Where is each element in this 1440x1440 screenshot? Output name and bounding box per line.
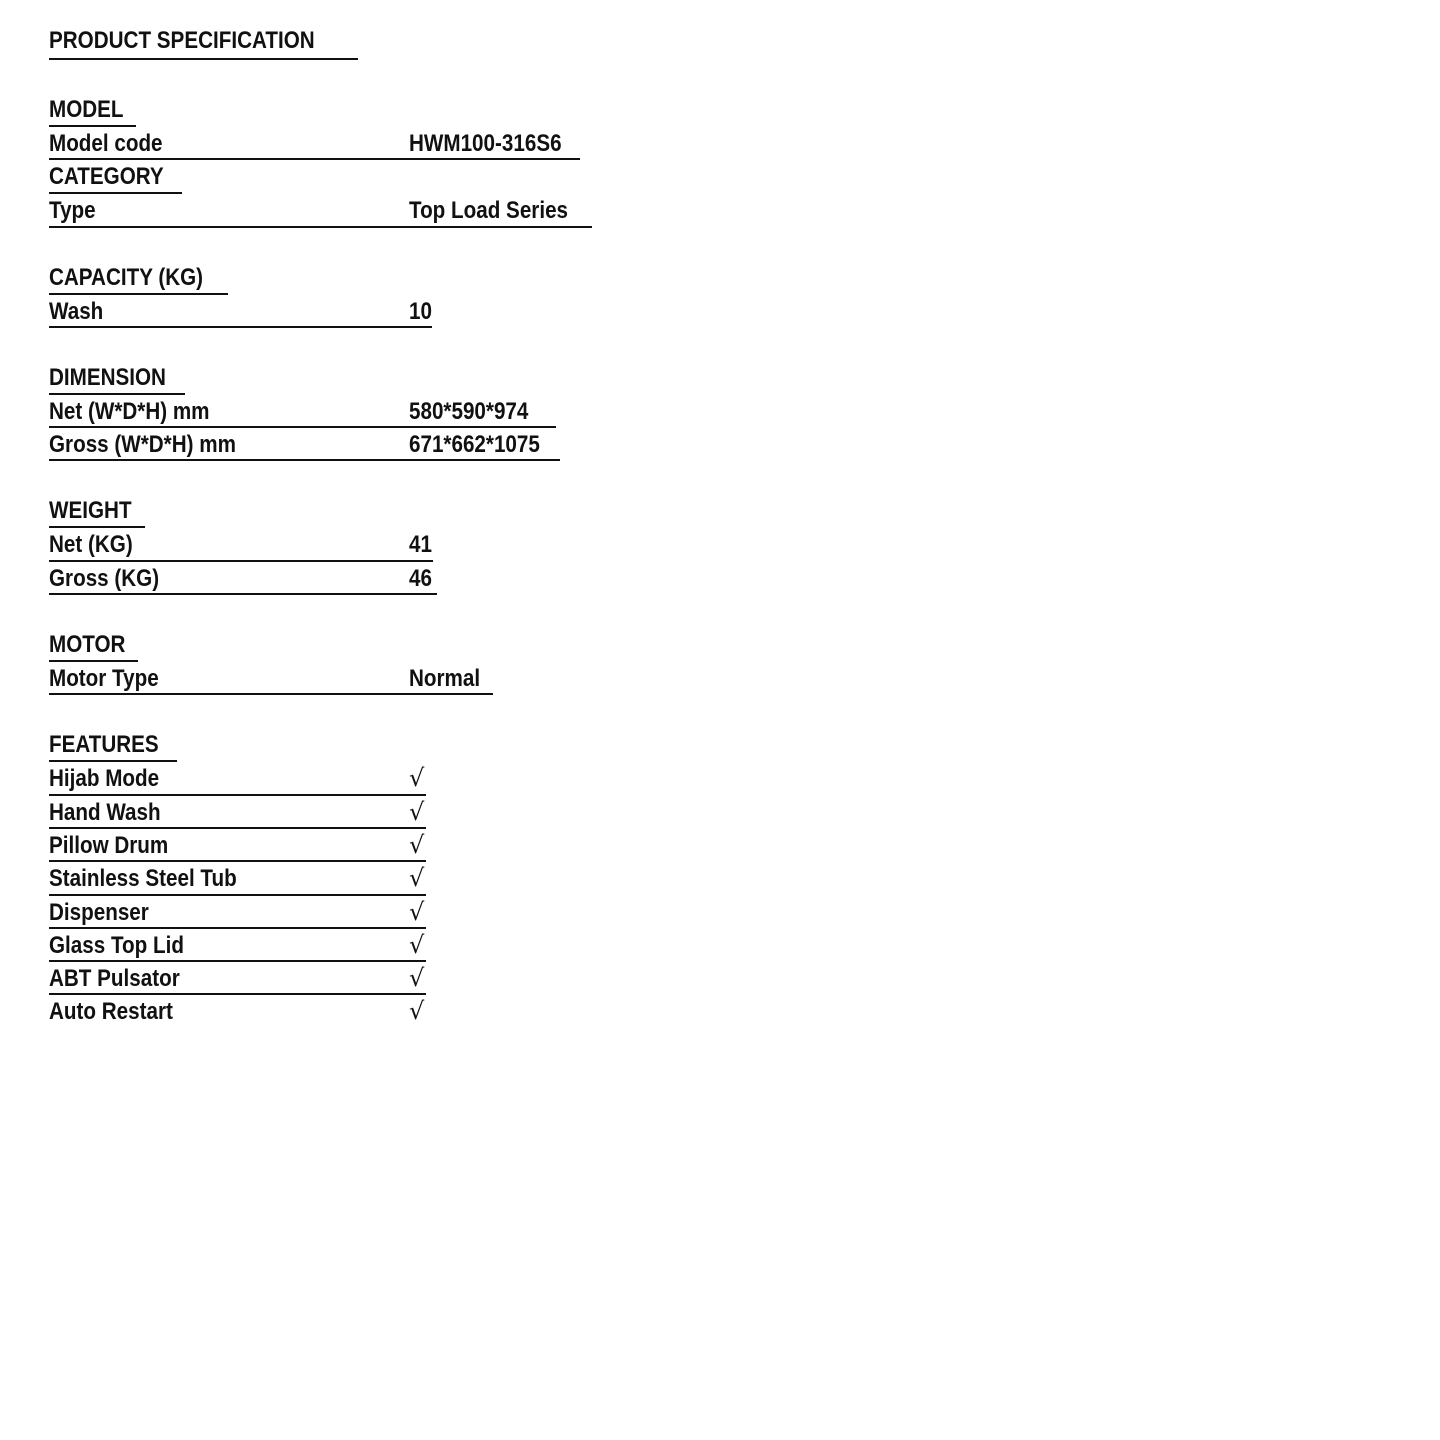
- spec-row-net-dimension: [49, 395, 669, 428]
- row-underline: [49, 459, 560, 461]
- row-underline: [49, 693, 493, 695]
- feature-row-auto-restart: [49, 995, 669, 1028]
- row-underline: [49, 326, 432, 328]
- weight-heading: WEIGHT: [49, 497, 132, 525]
- features-heading-wrap: [49, 728, 177, 762]
- spec-row-gross-weight: [49, 562, 669, 595]
- row-label: Type: [49, 197, 96, 225]
- row-label: Dispenser: [49, 898, 149, 926]
- check-mark-icon: √: [409, 764, 425, 793]
- row-underline: [49, 226, 592, 228]
- row-value: 41: [409, 531, 432, 559]
- category-section: [49, 160, 669, 227]
- row-label: Auto Restart: [49, 998, 173, 1026]
- row-label: Hand Wash: [49, 798, 161, 826]
- feature-row-hijab-mode: [49, 762, 669, 795]
- check-mark-icon: √: [409, 797, 425, 826]
- row-underline: [49, 593, 437, 595]
- model-section: [49, 93, 669, 160]
- spec-row-gross-dimension: [49, 428, 669, 461]
- row-label: Gross (W*D*H) mm: [49, 431, 236, 459]
- spec-sheet: [49, 24, 669, 1029]
- row-value: Normal: [409, 665, 481, 693]
- feature-row-pillow-drum: [49, 829, 669, 862]
- row-label: Net (KG): [49, 531, 133, 559]
- spec-row-motor-type: [49, 662, 669, 695]
- row-label: Gross (KG): [49, 564, 160, 592]
- features-section: [49, 728, 669, 1028]
- motor-heading-wrap: [49, 628, 138, 662]
- model-heading: MODEL: [49, 96, 124, 123]
- row-value: HWM100-316S6: [409, 130, 562, 157]
- spec-row-wash: [49, 295, 669, 328]
- feature-row-hand-wash: [49, 796, 669, 829]
- capacity-section: [49, 261, 669, 328]
- row-label: Model code: [49, 130, 163, 157]
- spec-row-type: [49, 194, 669, 227]
- check-mark-icon: √: [409, 964, 425, 993]
- check-mark-icon: √: [409, 930, 425, 959]
- features-heading: FEATURES: [49, 731, 159, 759]
- check-mark-icon: √: [409, 864, 425, 893]
- spec-row-net-weight: [49, 528, 669, 561]
- weight-section: [49, 494, 669, 595]
- row-value: 580*590*974: [409, 397, 529, 425]
- category-heading-wrap: [49, 160, 182, 194]
- row-label: Stainless Steel Tub: [49, 865, 237, 893]
- category-heading: CATEGORY: [49, 163, 164, 191]
- check-mark-icon: √: [409, 897, 425, 926]
- row-label: Wash: [49, 297, 104, 325]
- row-value: 46: [409, 564, 432, 592]
- spec-row-model-code: [49, 127, 669, 160]
- dimension-heading-wrap: [49, 361, 185, 395]
- row-label: Hijab Mode: [49, 765, 160, 793]
- model-heading-wrap: [49, 93, 136, 127]
- document-title-wrap: [49, 24, 358, 60]
- row-label: Net (W*D*H) mm: [49, 397, 210, 425]
- row-value: Top Load Series: [409, 197, 569, 225]
- feature-row-stainless-steel-tub: [49, 862, 669, 895]
- feature-row-abt-pulsator: [49, 962, 669, 995]
- motor-heading: MOTOR: [49, 631, 126, 659]
- capacity-heading: CAPACITY (KG): [49, 263, 204, 291]
- row-label: Glass Top Lid: [49, 931, 184, 959]
- feature-row-glass-top-lid: [49, 929, 669, 962]
- weight-heading-wrap: [49, 494, 145, 528]
- feature-row-dispenser: [49, 896, 669, 929]
- row-label: Motor Type: [49, 665, 159, 693]
- row-value: 671*662*1075: [409, 431, 540, 459]
- check-mark-icon: √: [409, 997, 425, 1026]
- row-label: ABT Pulsator: [49, 965, 180, 993]
- dimension-section: [49, 361, 669, 462]
- row-label: Pillow Drum: [49, 831, 169, 859]
- document-title: PRODUCT SPECIFICATION: [49, 27, 315, 54]
- dimension-heading: DIMENSION: [49, 363, 166, 391]
- capacity-heading-wrap: [49, 261, 228, 295]
- row-value: 10: [409, 297, 432, 325]
- motor-section: [49, 628, 669, 695]
- check-mark-icon: √: [409, 830, 425, 859]
